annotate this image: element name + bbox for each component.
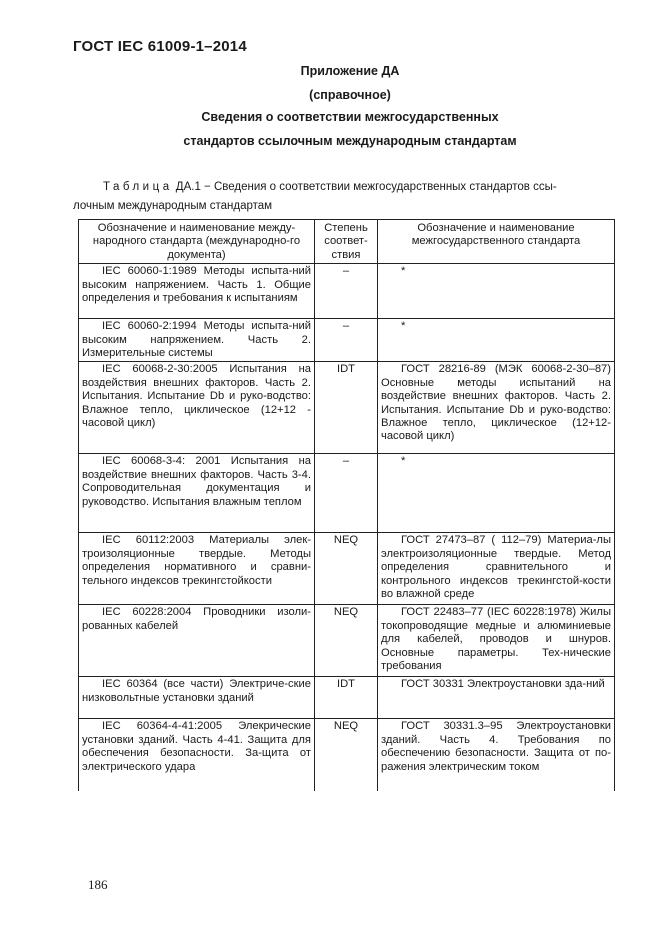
table-row (79, 677, 615, 719)
degree-cell: NEQ (315, 719, 378, 791)
table-row (79, 605, 615, 677)
table-caption-word: Таблица (103, 181, 173, 193)
table-row (79, 719, 615, 791)
table-header-row (79, 220, 615, 264)
table-caption (73, 178, 618, 216)
international-standard-cell: IEC 60068-2-30:2005 Испытания на воздействия внешних факторов. Часть 2. Испытания. Испытание Db и руко-водство: Влажное тепло, циклическое (12+12 - часовой цикл) (79, 362, 315, 454)
interstate-standard-cell: ГОСТ 30331 Электроустановки зда-ний (378, 677, 615, 719)
degree-cell: – (315, 454, 378, 533)
interstate-standard-cell: ГОСТ 27473–87 ( 112–79) Материа-лы электроизоляционные твердые. Метод определения сравнительного и контрольного индексов трекингстой-кости во влажной среде (378, 533, 615, 605)
table-caption-text-line2: лочным международным стандартам (73, 200, 273, 212)
interstate-standard-cell: ГОСТ 30331.3–95 Электроустановки зданий. Часть 4. Требования по обеспечению безопасности. Защита от по-ражения электрическим током (378, 719, 615, 791)
document-code: ГОСТ IEC 61009-1–2014 (73, 38, 247, 55)
header-international-standard: Обозначение и наименование между-народного стандарта (международно-го документа) (79, 220, 315, 264)
table-row (79, 264, 615, 319)
degree-cell: IDT (315, 677, 378, 719)
international-standard-cell: IEC 60364 (все части) Электриче-ские низковольтные установки зданий (79, 677, 315, 719)
header-degree-of-compliance: Степень соответ-ствия (315, 220, 378, 264)
degree-cell: – (315, 264, 378, 319)
table-row (79, 362, 615, 454)
international-standard-cell: IEC 60068-3-4: 2001 Испытания на воздействие внешних факторов. Часть 3-4. Сопроводительная документация и руководство. Испытания влажным теплом (79, 454, 315, 533)
appendix-title: Приложение ДА (300, 64, 400, 78)
international-standard-cell: IEC 60228:2004 Проводники изоли-рованных кабелей (79, 605, 315, 677)
appendix-heading-line1: Сведения о соответствии межгосударственных (201, 110, 499, 124)
table-row (79, 454, 615, 533)
appendix-heading-line2: стандартов ссылочным международным стандартам (183, 134, 517, 148)
table-row (79, 533, 615, 605)
interstate-standard-cell: ГОСТ 28216-89 (МЭК 60068-2-30–87) Основные методы испытаний на воздействие внешних факторов. Часть 2. Испытания. Испытание Db и руко-водство: Влажное тепло, циклическое (12+12-часовой цикл) (378, 362, 615, 454)
interstate-standard-cell: * (378, 454, 615, 533)
interstate-standard-cell: * (378, 319, 615, 362)
degree-cell: NEQ (315, 605, 378, 677)
international-standard-cell: IEC 60364-4-41:2005 Элекрические установки зданий. Часть 4-41. Защита для обеспечения безопасности. За-щита от электрического удара (79, 719, 315, 791)
appendix-subtitle: (справочное) (309, 88, 391, 102)
degree-cell: NEQ (315, 533, 378, 605)
degree-cell: – (315, 319, 378, 362)
header-interstate-standard: Обозначение и наименование межгосударственного стандарта (378, 220, 615, 264)
table-caption-text-line1: ДА.1 − Сведения о соответствии межгосударственных стандартов ссы- (172, 181, 557, 193)
page-number: 186 (88, 877, 108, 892)
international-standard-cell: IEC 60112:2003 Материалы элек-троизоляционные твердые. Методы определения нормативного и сравни-тельного индексов трекингстойкости (79, 533, 315, 605)
degree-cell: IDT (315, 362, 378, 454)
correspondence-table (78, 219, 615, 791)
international-standard-cell: IEC 60060-2:1994 Методы испыта-ний высоким напряжением. Часть 2. Измерительные системы (79, 319, 315, 362)
international-standard-cell: IEC 60060-1:1989 Методы испыта-ний высоким напряжением. Часть 1. Общие определения и требования к испытаниям (79, 264, 315, 319)
interstate-standard-cell: ГОСТ 22483–77 (IEC 60228:1978) Жилы токопроводящие медные и алюминиевые для кабелей, проводов и шнуров. Основные параметры. Тех-нические требования (378, 605, 615, 677)
table-row (79, 319, 615, 362)
interstate-standard-cell: * (378, 264, 615, 319)
